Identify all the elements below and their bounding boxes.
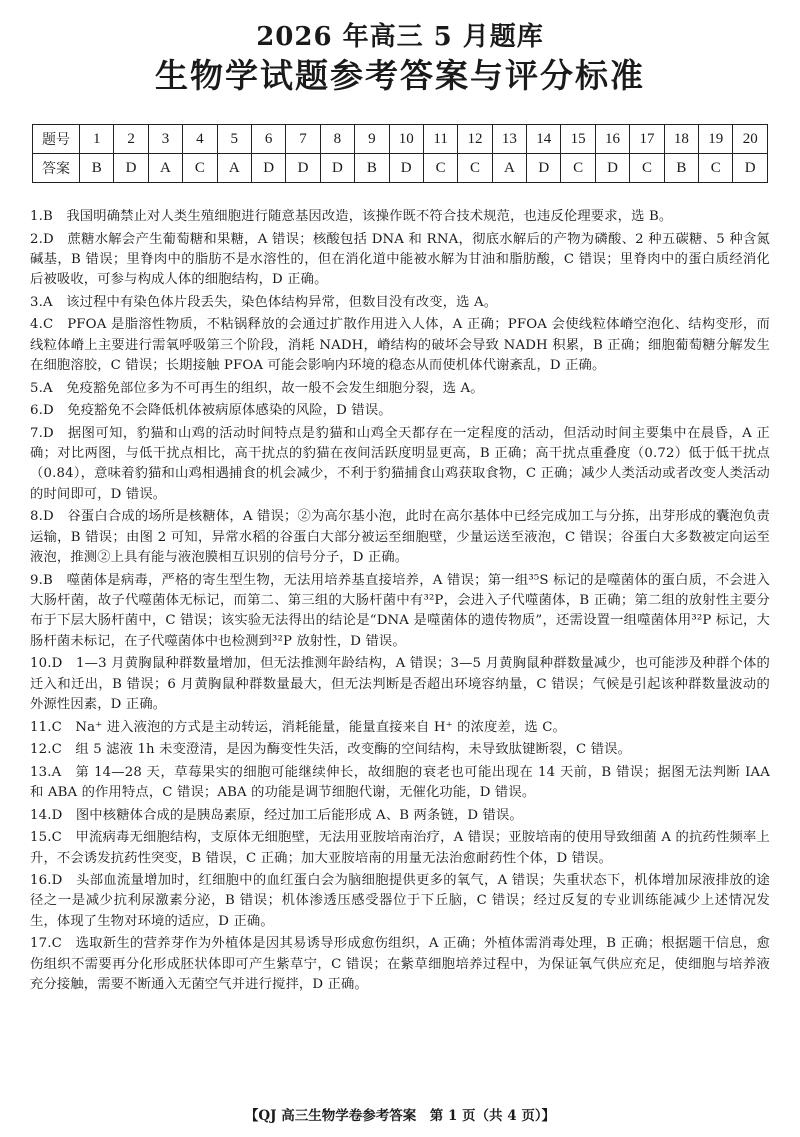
answer-cell: A	[148, 154, 182, 183]
answer-cell: D	[114, 154, 148, 183]
question-number-cell: 1	[80, 125, 114, 154]
answer-row	[33, 154, 768, 183]
answer-cell: D	[251, 154, 285, 183]
page-footer: 【QJ 高三生物学卷参考答案 第 1 页（共 4 页）】	[244, 1108, 556, 1124]
explanation-item: 4.C PFOA 是脂溶性物质，不粘锅释放的会通过扩散作用进入人体，A 正确；PFOA 会使线粒体嵴空泡化、结构变形，而线粒体嵴上主要进行需氧呼吸第三个阶段，消耗 NADH，嵴结构的破坏会导致 NADH 积累，B 正确；细胞葡萄糖分解发生在细胞溶胶，C 错误；长期接触 PFOA 可能会影响内环境的稳态从而使机体代谢紊乱，D 正确。	[30, 317, 770, 374]
answer-cell: C	[561, 154, 595, 183]
question-number-cell: 19	[699, 125, 733, 154]
explanation-item: 10.D 1—3 月黄胸鼠种群数量增加，但无法推测年龄结构，A 错误；3—5 月黄胸鼠种群数量减少，也可能涉及种群个体的迁入和迁出，B 错误；6 月黄胸鼠种群数量最大，但无法判断是否超出环境容纳量，C 错误；气候是引起该种群数量波动的外源性因素，D 正确。	[30, 656, 770, 713]
question-number-cell: 20	[733, 125, 768, 154]
explanation-item: 14.D 图中核糖体合成的是胰岛素原，经过加工后能形成 A、B 两条链，D 错误。	[30, 807, 523, 823]
explanation-item: 16.D 头部血流量增加时，红细胞中的血红蛋白会为脑细胞提供更多的氧气，A 错误；失重状态下，机体增加尿液排放的途径之一是减少抗利尿激素分泌，B 错误；机体渗透压感受器位于下丘脑，C 错误；经过反复的专业训练能减少上述情况发生，体现了生物对环境的适应，D 正确。	[30, 873, 770, 929]
explanation-item: 6.D 免疫豁免不会降低机体被病原体感染的风险，D 错误。	[30, 403, 392, 419]
answer-cell: C	[699, 154, 733, 183]
answer-cell: C	[630, 154, 664, 183]
explanation-item: 13.A 第 14—28 天，草莓果实的细胞可能继续伸长，故细胞的衰老也可能出现在 14 天前，B 错误；据图无法判断 IAA 和 ABA 的作用特点，C 错误；ABA 的功能是调节细胞代谢，无催化功能，D 错误。	[30, 764, 770, 801]
answer-cell: D	[733, 154, 768, 183]
row-label-answer: 答案	[33, 154, 80, 183]
page-title: 2026 年高三 5 月题库	[256, 22, 544, 52]
question-number-cell: 17	[630, 125, 664, 154]
page-subtitle: 生物学试题参考答案与评分标准	[155, 56, 645, 95]
row-label-question: 题号	[33, 125, 80, 154]
question-number-cell: 5	[217, 125, 251, 154]
question-number-cell: 6	[251, 125, 285, 154]
explanation-item: 3.A 该过程中有染色体片段丢失，染色体结构异常，但数目没有改变，选 A。	[30, 294, 498, 310]
answer-cell: D	[286, 154, 320, 183]
question-number-cell: 7	[286, 125, 320, 154]
answer-cell: A	[492, 154, 526, 183]
answer-cell: D	[320, 154, 354, 183]
answer-cell: D	[389, 154, 423, 183]
answer-cell: A	[217, 154, 251, 183]
question-number-cell: 4	[183, 125, 217, 154]
question-number-cell: 14	[527, 125, 561, 154]
answer-cell: B	[664, 154, 698, 183]
question-number-cell: 12	[458, 125, 492, 154]
explanation-item: 17.C 选取新生的营养芽作为外植体是因其易诱导形成愈伤组织，A 正确；外植体需消毒处理，B 正确；根据题干信息，愈伤组织不需要再分化形成胚状体即可产生紫草宁，C 错误；在紫草细胞培养过程中，为保证氧气供应充足，使细胞与培养液充分接触，需要不断通入无菌空气并进行搅拌，D 正确。	[30, 936, 770, 993]
question-number-cell: 18	[664, 125, 698, 154]
answer-cell: C	[183, 154, 217, 183]
question-number-row	[33, 125, 768, 154]
question-number-cell: 3	[148, 125, 182, 154]
question-number-cell: 15	[561, 125, 595, 154]
question-number-cell: 11	[423, 125, 457, 154]
explanation-item: 11.C Na⁺ 进入液泡的方式是主动转运，消耗能量，能量直接来自 H⁺ 的浓度差，选 C。	[30, 719, 566, 735]
answer-cell: D	[595, 154, 629, 183]
answer-table	[32, 124, 768, 183]
answer-cell: D	[527, 154, 561, 183]
explanation-item: 1.B 我国明确禁止对人类生殖细胞进行随意基因改造，该操作既不符合技术规范，也违反伦理要求，选 B。	[30, 209, 673, 224]
answer-cell: C	[458, 154, 492, 183]
explanation-item: 12.C 组 5 滤液 1h 未变澄清，是因为酶变性失活，改变酶的空间结构，未导致肽键断裂，C 错误。	[30, 742, 632, 758]
answer-cell: C	[423, 154, 457, 183]
explanation-item: 7.D 据图可知，豹猫和山鸡的活动时间特点是豹猫和山鸡全天都存在一定程度的活动，但活动时间主要集中在晨昏，A 正确；对比两图，与低干扰点相比，高干扰点的豹猫在夜间活跃度明显更高，B 正确；高干扰点重叠度（0.72）低于低干扰点（0.84），意味着豹猫和山鸡相遇捕食的机会减少，不利于豹猫捕食山鸡获取食物，C 正确；减少人类活动或者改变人类活动的时间即可，D 错误。	[30, 425, 770, 502]
question-number-cell: 9	[355, 125, 389, 154]
explanation-list	[30, 207, 770, 998]
answer-cell: B	[80, 154, 114, 183]
question-number-cell: 2	[114, 125, 148, 154]
explanation-item: 2.D 蔗糖水解会产生葡萄糖和果糖，A 错误；核酸包括 DNA 和 RNA，彻底水解后的产物为磷酸、2 种五碳糖、5 种含氮碱基，B 错误；里脊肉中的脂肪不是水溶性的，但在消化道中能被水解为甘油和脂肪酸，C 错误；里脊肉中的蛋白质经消化后被吸收，可参与构成人体的细胞结构，D 正确。	[30, 231, 770, 288]
question-number-cell: 13	[492, 125, 526, 154]
explanation-item: 8.D 谷蛋白合成的场所是核糖体，A 错误；②为高尔基小泡，此时在高尔基体中已经完成加工与分拣，出芽形成的囊泡负责运输，B 错误；由图 2 可知，异常水稻的谷蛋白大部分被运至细胞壁，少量运送至液泡，C 错误；谷蛋白大多数被定向运至液泡，推测②上具有能与液泡膜相互识别的信号分子，D 正确。	[30, 509, 770, 566]
explanation-item: 9.B 噬菌体是病毒，严格的寄生型生物，无法用培养基直接培养，A 错误；第一组³⁵S 标记的是噬菌体的蛋白质，不会进入大肠杆菌，故子代噬菌体无标记，而第二、第三组的大肠杆菌中有³²P，会进入子代噬菌体，B 正确；第二组的放射性主要分布于下层大肠杆菌中，C 错误；该实验无法得出的结论是“DNA 是噬菌体的遗传物质”，还需设置一组噬菌体用³²P 标记，大肠杆菌未标记，在子代噬菌体中也检测到³²P 放射性，D 错误。	[30, 572, 770, 649]
answer-cell: B	[355, 154, 389, 183]
question-number-cell: 10	[389, 125, 423, 154]
question-number-cell: 16	[595, 125, 629, 154]
explanation-item: 5.A 免疫豁免部位多为不可再生的组织，故一般不会发生细胞分裂，选 A。	[30, 380, 484, 396]
explanation-item: 15.C 甲流病毒无细胞结构，支原体无细胞壁，无法用亚胺培南治疗，A 错误；亚胺培南的使用导致细菌 A 的抗药性频率上升，不会诱发抗药性突变，B 错误，C 正确；加大亚胺培南的用量无法治愈耐药性个体，D 错误。	[30, 830, 770, 866]
question-number-cell: 8	[320, 125, 354, 154]
